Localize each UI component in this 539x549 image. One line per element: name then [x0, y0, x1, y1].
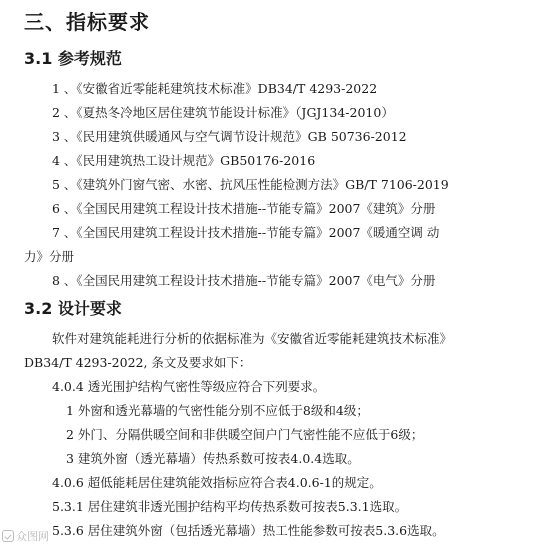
- section-title: 三、指标要求: [24, 10, 150, 34]
- clause-5-3-6: 5.3.6 居住建筑外窗（包括透光幕墙）热工性能参数可按表5.3.6选取。: [52, 523, 445, 538]
- subsection-title-design: 3.2 设计要求: [24, 299, 122, 318]
- reference-item-1: 1 、《安徽省近零能耗建筑技术标准》DB34/T 4293-2022: [52, 81, 378, 96]
- watermark: [2, 528, 49, 544]
- design-paragraph-line-1: 软件对建筑能耗进行分析的依据标准为《安徽省近零能耗建筑技术标准》: [52, 331, 453, 346]
- reference-item-8: 8 、《全国民用建筑工程设计技术措施--节能专篇》2007《电气》分册: [52, 273, 436, 288]
- design-paragraph-line-2: DB34/T 4293-2022, 条文及要求如下：: [24, 355, 252, 370]
- watermark-logo-icon: [2, 530, 14, 542]
- reference-item-4: 4 、《民用建筑热工设计规范》GB50176-2016: [52, 153, 316, 168]
- clause-5-3-1: 5.3.1 居住建筑非透光围护结构平均传热系数可按表5.3.1选取。: [52, 499, 408, 514]
- clause-item-2: 2 外门、分隔供暖空间和非供暖空间户门气密性能不应低于6级；: [66, 427, 424, 442]
- clause-4-0-6: 4.0.6 超低能耗居住建筑能效指标应符合表4.0.6-1的规定。: [52, 475, 382, 490]
- watermark-text: 众图网: [16, 530, 49, 543]
- reference-item-5: 5 、《建筑外门窗气密、水密、抗风压性能检测方法》GB/T 7106-2019: [52, 177, 449, 192]
- clause-4-0-4: 4.0.4 透光围护结构气密性等级应符合下列要求。: [52, 379, 326, 394]
- clause-item-1: 1 外窗和透光幕墙的气密性能分别不应低于8级和4级；: [66, 403, 369, 418]
- reference-item-3: 3 、《民用建筑供暖通风与空气调节设计规范》GB 50736-2012: [52, 129, 407, 144]
- reference-item-6: 6 、《全国民用建筑工程设计技术措施--节能专篇》2007《建筑》分册: [52, 201, 436, 216]
- reference-item-2: 2 、《夏热冬冷地区居住建筑节能设计标准》（JGJ134-2010）: [52, 105, 394, 120]
- subsection-title-references: 3.1 参考规范: [24, 49, 122, 68]
- reference-item-7: 7 、《全国民用建筑工程设计技术措施--节能专篇》2007《暖通空调 动: [52, 225, 440, 240]
- clause-item-3: 3 建筑外窗（透光幕墙）传热系数可按表4.0.4选取。: [66, 451, 360, 466]
- reference-item-7-continued: 力》分册: [24, 249, 75, 264]
